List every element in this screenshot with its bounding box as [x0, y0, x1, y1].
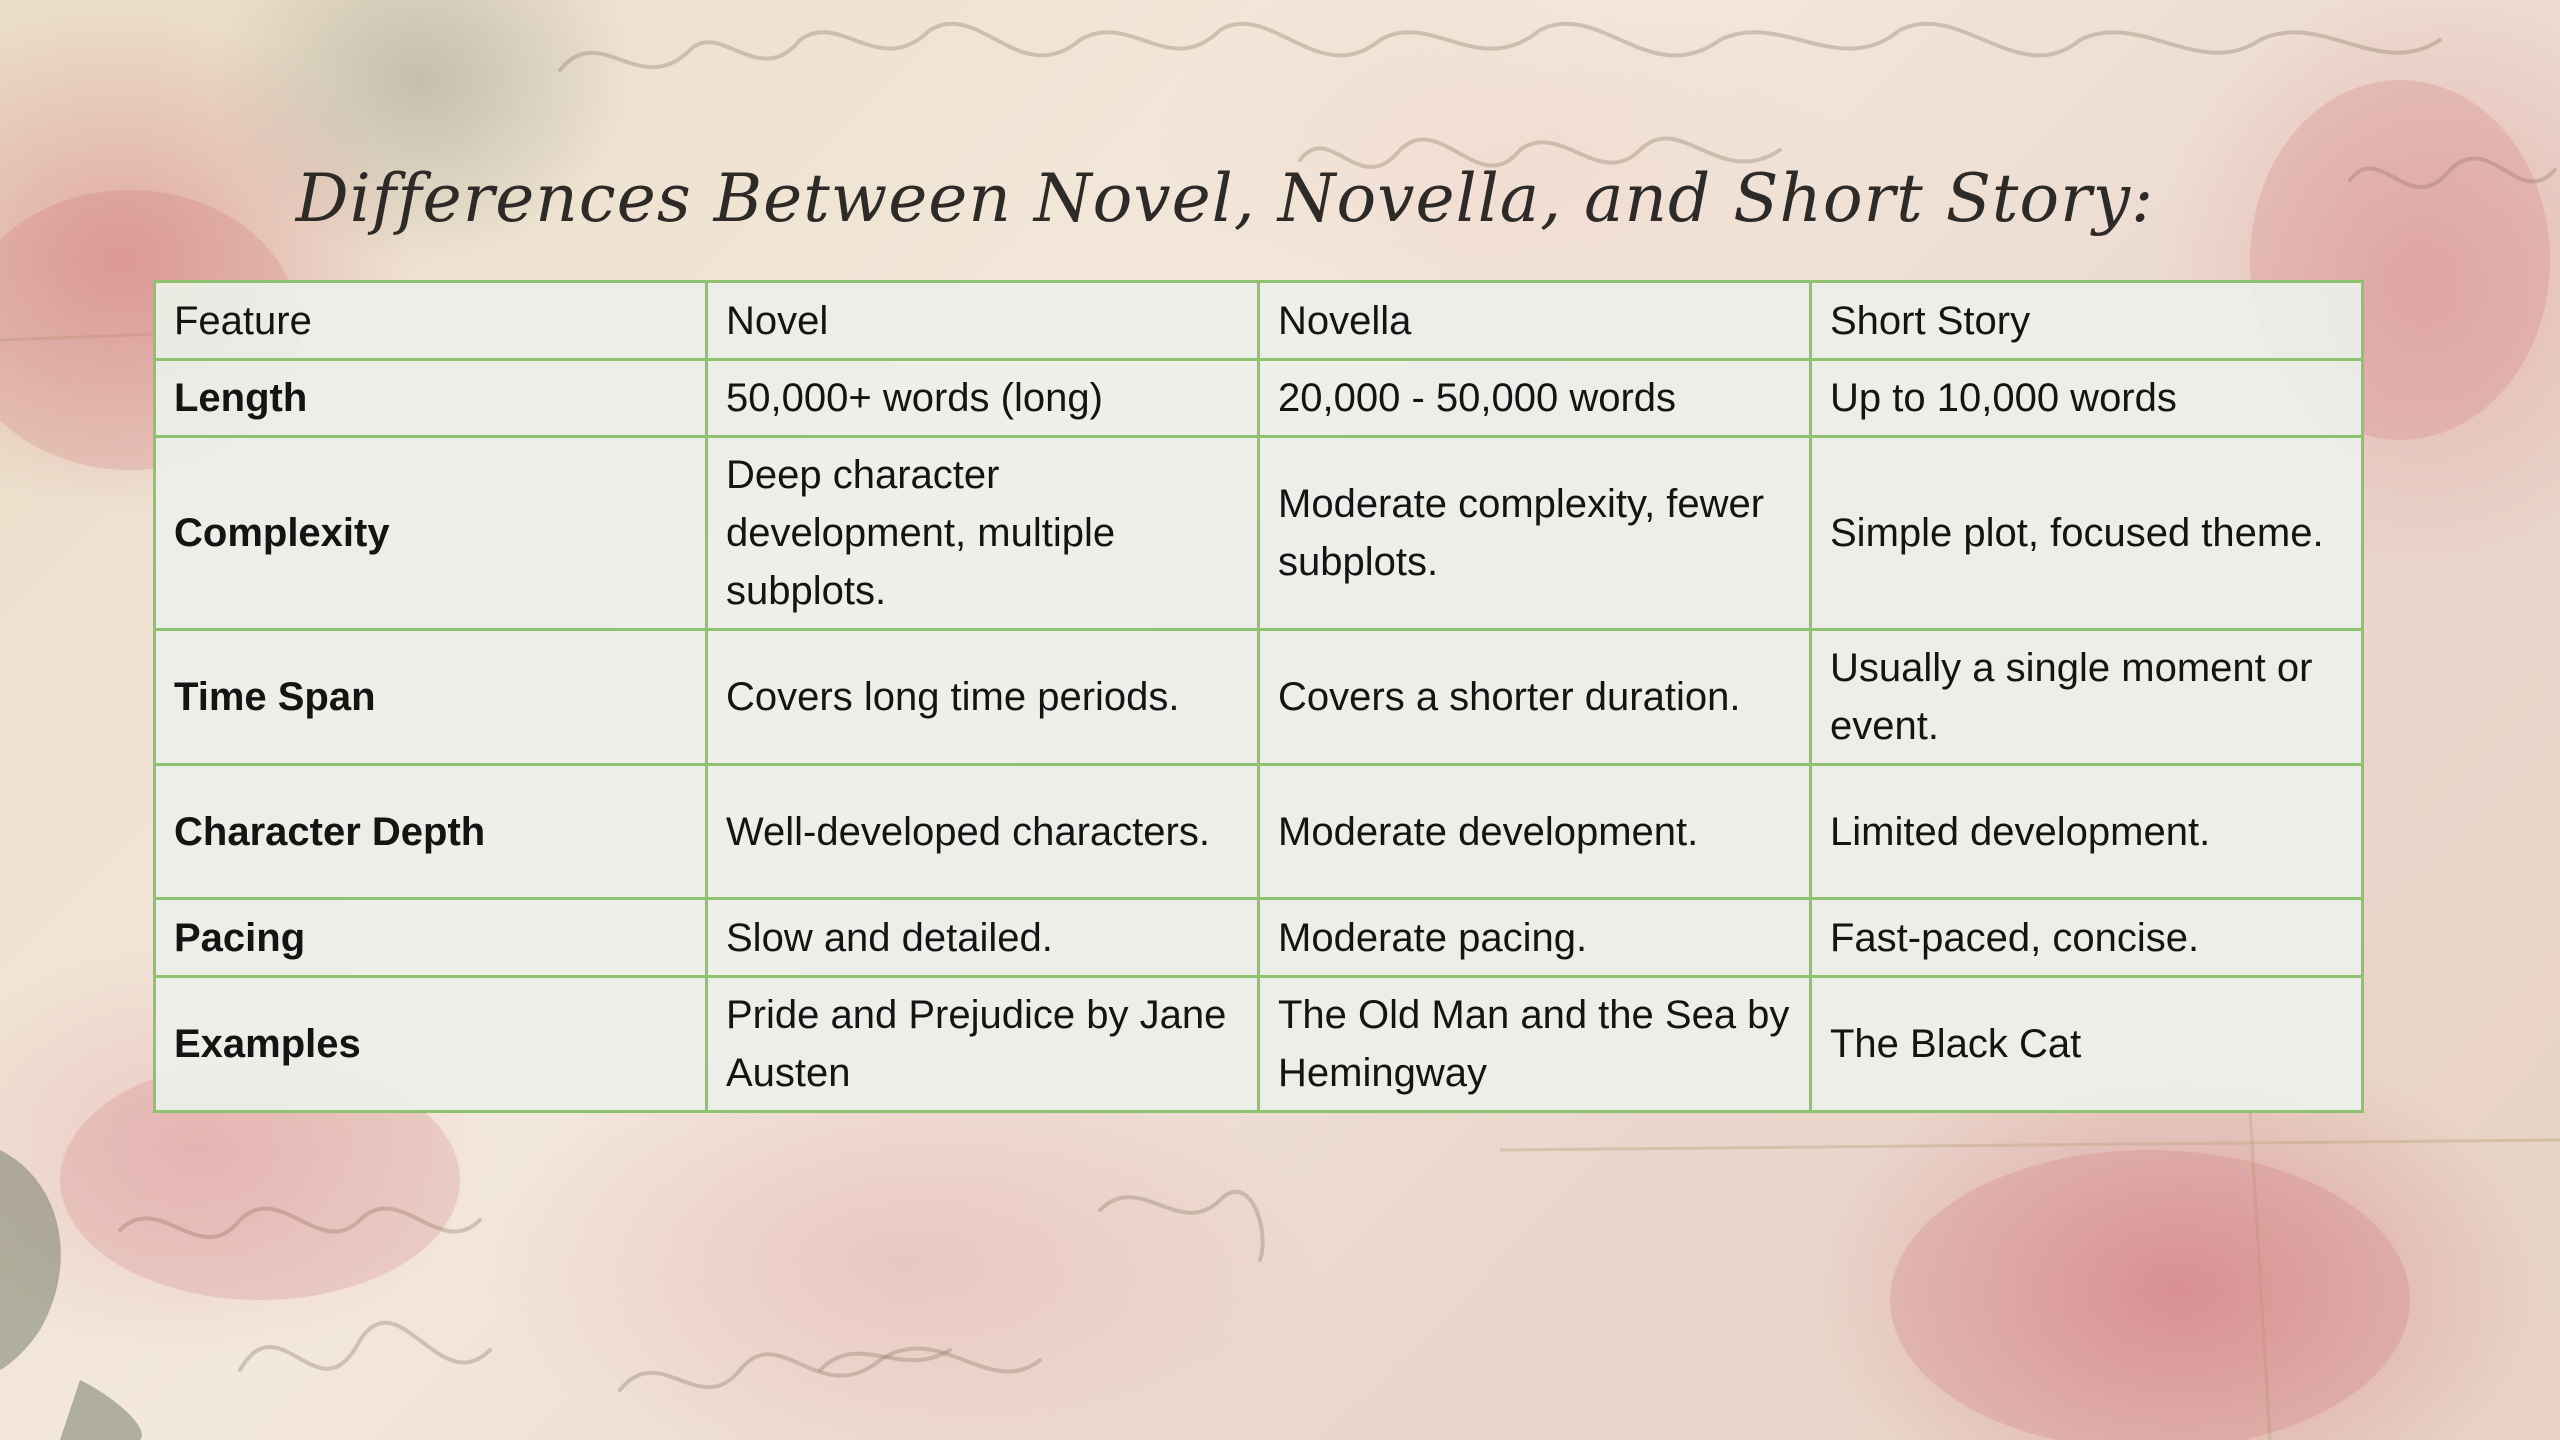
short-story-cell: Up to 10,000 words [1811, 360, 2363, 437]
short-story-cell: Usually a single moment or event. [1811, 630, 2363, 765]
header-cell-novel: Novel [707, 282, 1259, 360]
novel-cell: Slow and detailed. [707, 899, 1259, 977]
feature-cell: Time Span [155, 630, 707, 765]
slide-title: Differences Between Novel, Novella, and Short Story: [295, 160, 2155, 237]
novella-cell: The Old Man and the Sea by Hemingway [1259, 977, 1811, 1112]
header-cell-short-story: Short Story [1811, 282, 2363, 360]
novel-cell: Deep character development, multiple subplots. [707, 437, 1259, 630]
novel-cell: Covers long time periods. [707, 630, 1259, 765]
novella-cell: 20,000 - 50,000 words [1259, 360, 1811, 437]
short-story-cell: Simple plot, focused theme. [1811, 437, 2363, 630]
table-row-pacing [155, 899, 2363, 977]
novella-cell: Moderate complexity, fewer subplots. [1259, 437, 1811, 630]
short-story-cell: Limited development. [1811, 765, 2363, 899]
table-row-length [155, 360, 2363, 437]
feature-cell: Complexity [155, 437, 707, 630]
short-story-cell: Fast-paced, concise. [1811, 899, 2363, 977]
header-cell-novella: Novella [1259, 282, 1811, 360]
novella-cell: Moderate development. [1259, 765, 1811, 899]
novella-cell: Moderate pacing. [1259, 899, 1811, 977]
table-row-examples [155, 977, 2363, 1112]
novel-cell: Well-developed characters. [707, 765, 1259, 899]
comparison-table [153, 280, 2364, 1113]
novel-cell: Pride and Prejudice by Jane Austen [707, 977, 1259, 1112]
feature-cell: Examples [155, 977, 707, 1112]
feature-cell: Character Depth [155, 765, 707, 899]
feature-cell: Pacing [155, 899, 707, 977]
header-cell-feature: Feature [155, 282, 707, 360]
novella-cell: Covers a shorter duration. [1259, 630, 1811, 765]
table-row-character-depth [155, 765, 2363, 899]
table-row-time-span [155, 630, 2363, 765]
table-row-complexity [155, 437, 2363, 630]
feature-cell: Length [155, 360, 707, 437]
table-header-row [155, 282, 2363, 360]
novel-cell: 50,000+ words (long) [707, 360, 1259, 437]
short-story-cell: The Black Cat [1811, 977, 2363, 1112]
